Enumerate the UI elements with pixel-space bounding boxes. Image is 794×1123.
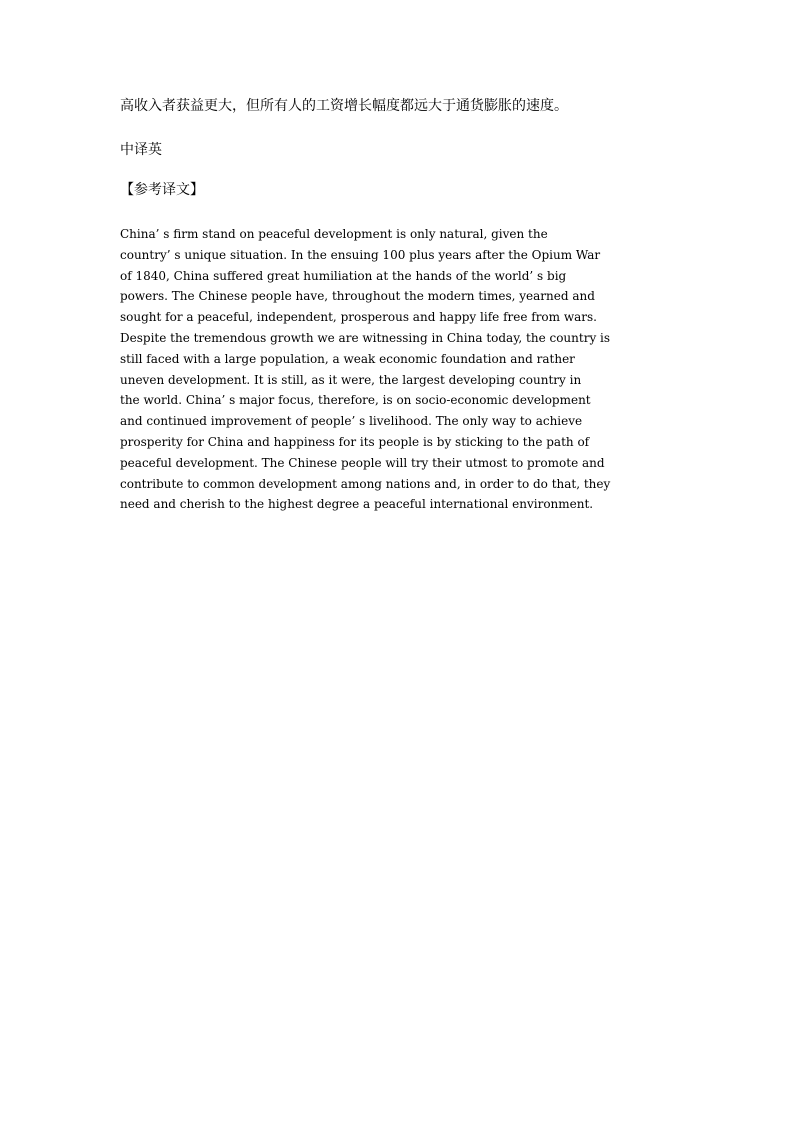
passage-line: and continued improvement of people’ s livelihood. The only way to achieve [120,414,583,429]
passage-line: peaceful development. The Chinese people will try their utmost to promote and [120,455,605,470]
passage-line: China’ s firm stand on peaceful development is only natural, given the [120,227,548,241]
passage-line: contribute to common development among nations and, in order to do that, they [120,476,611,491]
passage-line: prosperity for China and happiness for its people is by sticking to the path of [120,434,590,449]
section-label: 中译英 [120,142,162,158]
translation-passage [120,224,680,515]
passage-line: powers. The Chinese people have, throughout the modern times, yearned and [120,289,595,304]
passage-line: uneven development. It is still, as it were, the largest developing country in [120,372,582,387]
reference-heading: 【参考译文】 [120,182,204,198]
passage-line: Despite the tremendous growth we are witnessing in China today, the country is [120,330,611,345]
passage-line: the world. China’ s major focus, therefore, is on socio-economic development [120,393,591,408]
passage-line: country’ s unique situation. In the ensuing 100 plus years after the Opium War [120,247,601,262]
passage-line: sought for a peaceful, independent, prosperous and happy life free from wars. [120,310,597,325]
passage-line: need and cherish to the highest degree a peaceful international environment. [120,497,594,512]
passage-line: of 1840, China suffered great humiliation at the hands of the world’ s big [120,268,567,283]
summary-line: 高收入者获益更大，但所有人的工资增长幅度都远大于通货膨胀的速度。 [120,98,568,114]
passage-line: still faced with a large population, a weak economic foundation and rather [120,351,575,366]
